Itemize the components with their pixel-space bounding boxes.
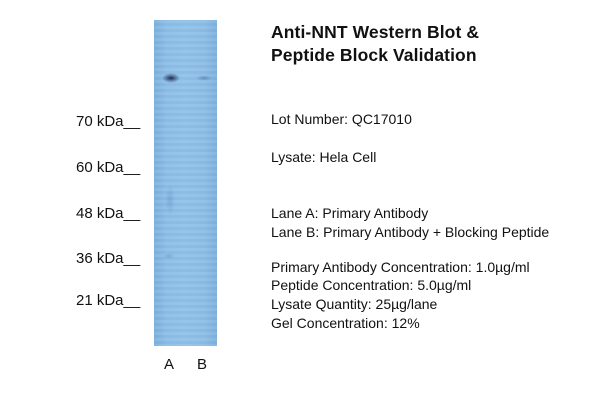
lot-number: Lot Number: QC17010 [271,111,412,127]
western-blot-membrane [154,20,217,346]
lane-label-b: B [197,356,208,373]
lane-label-a: A [164,356,175,373]
marker-48kda: 48 kDa__ [76,205,141,222]
lysate: Lysate: Hela Cell [271,149,377,165]
lane-a-description: Lane A: Primary Antibody [271,205,429,221]
marker-36kda: 36 kDa__ [76,250,141,267]
title-line-1: Anti-NNT Western Blot & [271,22,480,42]
marker-21kda: 21 kDa__ [76,292,141,309]
marker-60kda: 60 kDa__ [76,159,141,176]
primary-antibody-concentration: Primary Antibody Concentration: 1.0µg/ml [271,259,530,275]
lane-b-description: Lane B: Primary Antibody + Blocking Peptide [271,224,550,240]
gel-concentration: Gel Concentration: 12% [271,315,420,331]
marker-70kda: 70 kDa__ [76,113,141,130]
title-line-2: Peptide Block Validation [271,45,477,65]
lysate-quantity: Lysate Quantity: 25µg/lane [271,296,438,312]
peptide-concentration: Peptide Concentration: 5.0µg/ml [271,277,472,293]
